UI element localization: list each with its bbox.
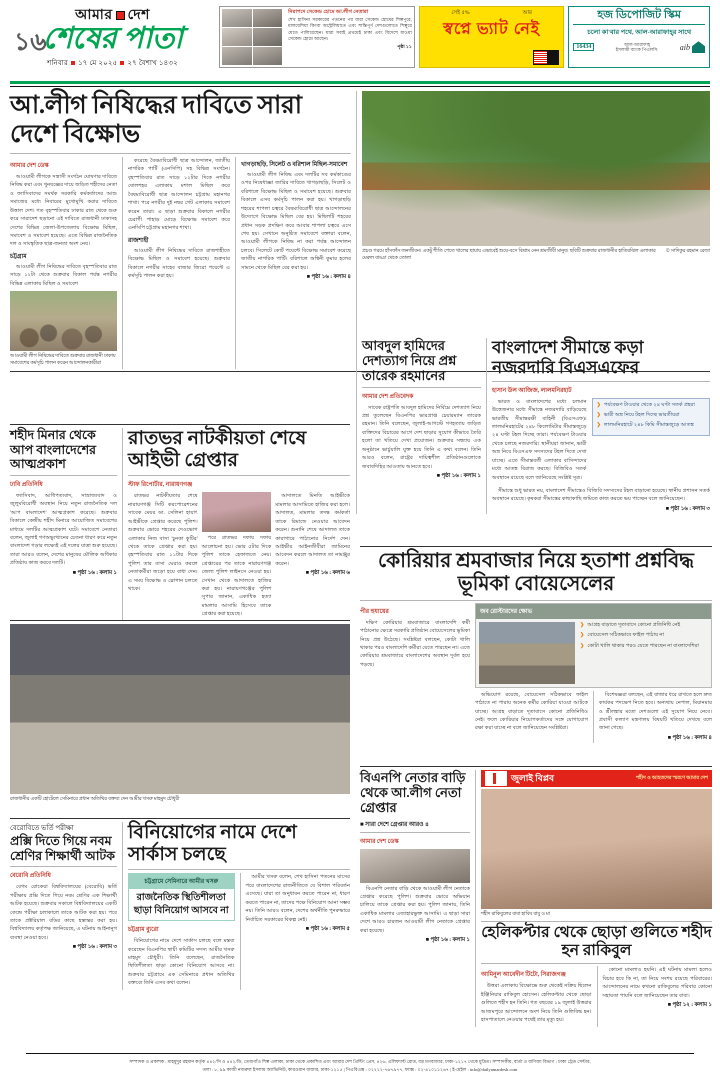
flag-icon: [485, 771, 507, 786]
paragraph: আদালতে মিনতি আইভীকে মামলার আসামিতে হাজির করা হলে। আদালত, মামলার তদন্ত কর্মকর্তা তাকে রিমান্ডে নেওয়ার আবেদন করেন। শুনানি শেষে আদালত তাকে কারাগারে পাঠানোর নির্দেশ দেন। আইভীর আইনজীবীরা জামিনের আবেদন করলে আদালত তা নামঞ্জুর করেন।: [275, 493, 350, 567]
korea-columns: [360, 603, 712, 743]
ad-photo-text: [285, 9, 412, 65]
bnp-byline: আমার দেশ ডেস্ক: [360, 838, 399, 845]
lead-subhead-2: রাজশাহী: [128, 237, 149, 244]
korea-col-1: [360, 603, 475, 743]
bnp-body: [360, 885, 470, 936]
section-title: শেষের পাতা: [42, 22, 183, 56]
bullet-item: [580, 643, 699, 651]
lead-col3-body: [241, 171, 351, 272]
ivy-byline: স্টাফ রিপোর্টার, নারায়ণগঞ্জ: [128, 482, 193, 489]
bullet-text: ভারী অস্ত্র নিয়ে টহল দিচ্ছে ভারতীয়রা: [603, 411, 680, 418]
korea-box-bullets: [575, 622, 699, 684]
divider: [481, 963, 712, 964]
bsf-body-2: [492, 487, 710, 504]
bullet-text: কোটা খালি থাকার পরও যেতে পারছেন না বাংলাদেশিরা: [587, 642, 699, 649]
ivy-jumpline[interactable]: ■ পৃষ্ঠা ১৬ : কলাম ৬: [305, 570, 350, 577]
bsf-jumpline[interactable]: ■ পৃষ্ঠা ১৬ : কলাম ৩: [665, 505, 710, 512]
ad-photo-headline: নিরাপদে সেকেন্ড হোমে আ.লীগ নেতারা: [288, 9, 369, 15]
chevron-icon: ❯: [596, 421, 601, 428]
divider: [481, 921, 712, 922]
page-number: ১৬: [14, 29, 47, 56]
july-byline: আমিনুল আবেদীন টিটো, সিরাজগঞ্জ: [481, 972, 566, 979]
chevron-icon: ❯: [580, 632, 585, 639]
dot-icon: [71, 61, 75, 65]
lead-subhead-1: চট্টগ্রাম: [10, 253, 27, 260]
july-col1-body: [481, 982, 592, 1024]
aib-logo-text: aib: [679, 42, 690, 52]
korea-jumpline[interactable]: ■ পৃষ্ঠা ১৬ : কলাম ৪: [667, 734, 712, 741]
footer-text: [26, 1054, 694, 1074]
lead-byline: আমার দেশ ডেস্ক: [10, 163, 49, 169]
bullet-item: [597, 412, 705, 420]
ivy-col3-body: [275, 492, 350, 568]
divider: [10, 424, 350, 425]
photo-workers: [479, 622, 575, 684]
circus-columns: [128, 873, 350, 989]
circus-col-1: [128, 873, 240, 989]
circus-teal-box: [128, 873, 235, 921]
row3-cols: [10, 428, 350, 621]
bsf-article: [486, 338, 710, 514]
lead-col2-body: [128, 157, 230, 233]
july-banner-script: শহীদ ও আহতদের স্মরণে আমার দেশ: [636, 775, 708, 781]
bnp-subhead: ■ সারা দেশে গ্রেপ্তার আরও ৪: [360, 821, 429, 828]
paragraph: কোনো মামলাও হয়নি। এই ঘটনায় মামলা হলেও বিচার হবে কি না, তা নিয়ে সংশয় রয়েছে পরিবারের। আন্দোলনের নামে কখনো রাকিবুলের পরিবার কোনো সহায়তা পায়নি বলে জানিয়েছেন তার বাবা।: [602, 967, 712, 999]
korea-col-2: [475, 691, 593, 743]
masthead-black-rule: [10, 86, 710, 87]
korea-article: [360, 546, 712, 743]
chevron-icon: ❯: [596, 401, 601, 408]
ivy-col-3: [275, 492, 350, 620]
bullet-item: [580, 632, 699, 640]
berobi-article: [10, 822, 122, 990]
circus-col-2: [240, 873, 351, 989]
divider: [128, 475, 350, 476]
ad-yellow-vat[interactable]: [419, 6, 565, 68]
lead-headline[interactable]: আ.লীগ নিষিদ্ধের দাবিতে সারা দেশে বিক্ষোভ: [10, 92, 302, 148]
masthead: [10, 6, 710, 78]
bullet-text: বোয়েসেল সঠিকভাবে ফাইল পাঠায় না: [587, 632, 665, 639]
ad-green-subtitle: চলো কা'বার পথে, আল-আরাফাহ্‌র সাথে: [587, 29, 692, 37]
hamid-headline[interactable]: আবদুল হামিদের দেশত্যাগ নিয়ে প্রশ্ন তারেক রহমানের: [362, 338, 457, 384]
divider: [492, 381, 710, 382]
korea-box-body: [476, 619, 711, 687]
bullet-item: [597, 422, 705, 430]
bullet-text: পর্যবেক্ষণ টাওয়ার থেকে ২৪ ঘণ্টা সতর্ক প্রহরা: [603, 401, 695, 408]
divider: [573, 24, 705, 25]
korea-col-3: [593, 691, 712, 743]
row3-left: [10, 424, 350, 621]
lead-jumpline[interactable]: ■ পৃষ্ঠা ১৬ : কলাম ৪: [306, 274, 351, 281]
bsf-body: [492, 398, 587, 482]
ad-yellow-smalltext: [425, 10, 559, 18]
footer-line-1: সম্পাদক ও প্রকাশক : মাহমুদুর রহমান কর্তৃক ৪৪২/সি ও ৪৪২/ডি, তেজগাঁও শিল্প এলাকা, ঢাকা থেকে প্রকাশিত এবং আমার দেশ প্রিন্টিং প্রেস, ৪২৬, এলিফ্যান্ট রোড, বড় মগবাজার, ঢাকা-১২১৭ থেকে মুদ্রিত। সম্পাদকীয়, বার্তা ও বাণিজ্য বিভাগ : ঢাকা ট্রেড সেন্টার,: [129, 1058, 591, 1064]
korea-right: [475, 603, 712, 743]
july-banner-title: জুলাই বিপ্লব: [511, 773, 555, 783]
divider: [10, 475, 117, 476]
ad-yellow-left: সেই ৫%: [451, 10, 470, 16]
ivy-columns: [128, 492, 350, 620]
red-square-icon: [116, 11, 125, 20]
paragraph: বিনিয়োগের নামে দেশে সার্কাস চলছে বলে মন্তব্য করেছেন বিএনপির স্থায়ী কমিটির সদস্য আমীর খসরু মাহমুদ চৌধুরী। তিনি বলেছেন, রাজনৈতিক স্থিতিশীলতা ছাড়া কোনো বিনিয়োগ আসবে না। শুক্রবার চট্টগ্রামে এক সেমিনারে প্রধান অতিথির বক্তব্যে তিনি এসব কথা বলেন।: [128, 938, 235, 987]
hamid-jumpline[interactable]: ■ পৃষ্ঠা ১৬ : কলাম ১: [436, 472, 481, 479]
july-jumpline[interactable]: ■ পৃষ্ঠা ১২ : কলাম ১: [667, 1002, 712, 1009]
page-footer: [0, 1049, 720, 1080]
ivy-col1-body: [128, 492, 198, 593]
bank-line-2: ইসলামী ব্যাংক পিএলসি.: [615, 47, 659, 53]
date-beng: ২৭ বৈশাখ ১৪৩২: [127, 58, 178, 67]
berobi-kicker: বেরোবিতে ভর্তি পরীক্ষা: [10, 824, 74, 832]
ad-yellow-right: আর: [522, 10, 532, 16]
circus-col2-body: [246, 873, 351, 924]
paragraph: বিশেষজ্ঞরা বলছেন, এই বাজার ধরে রাখতে হলে দ্রুত কার্যকর পদক্ষেপ নিতে হবে। অন্যথায় নেপাল, মিয়ানমার ও শ্রীলঙ্কার মতো দেশগুলো এই সুযোগ নিয়ে নেবে। প্রবাসী কল্যাণ মন্ত্রণালয় বিষয়টি খতিয়ে দেখছে বলে জানা গেছে।: [599, 691, 712, 732]
korea-headline[interactable]: কোরিয়ার শ্রমবাজার নিয়ে হতাশা প্রশ্নবিদ্ধ ভূমিকা বোয়েসেলের: [378, 550, 694, 596]
divider: [10, 866, 117, 867]
chevron-icon: ❯: [596, 411, 601, 418]
chevron-icon: ❯: [580, 621, 585, 628]
paragraph: বিএনপি নেতার বাড়ি থেকে আওয়ামী লীগ নেতাকে গ্রেপ্তার করেছে পুলিশ। শুক্রবার ভোরে অভিযান চালিয়ে তাকে গ্রেপ্তার করা হয়। পুলিশ জানায়, তিনি একাধিক মামলার এজাহারভুক্ত আসামি। এ ছাড়া সারা দেশে আরও চারজন আওয়ামী লীগ নেতাকে গ্রেপ্তার করা হয়েছে।: [360, 885, 470, 934]
paragraph: আওয়ামী লীগ নিষিদ্ধ এবং দলটির সব কর্মকাণ্ডের ওপর নিষেধাজ্ঞা জারির দাবিতে খাগড়াছড়ি, সিলেট ও বরিশালে বিক্ষোভ মিছিল ও সমাবেশ হয়েছে। শুক্রবার বিকালে এসব কর্মসূচি পালন করা হয়। খাগড়াছড়ি শহরের শাপলা চত্বরে বৈষম্যবিরোধী ছাত্র আন্দোলনের উদ্যোগে বিক্ষোভ মিছিল বের হয়। মিছিলটি শহরের প্রধান সড়ক প্রদক্ষিণ করে আবার শাপলা চত্বরে এসে শেষ হয়। সেখানে অনুষ্ঠিত সমাবেশে বক্তারা বলেন, আওয়ামী লীগকে নিষিদ্ধ না করা পর্যন্ত আন্দোলন চলবে। সিলেটে কোর্ট পয়েন্টে বিক্ষোভ সমাবেশ করেছে জাতীয় নাগরিক পার্টি। বরিশালে অশ্বিনী কুমার হলের সামনে থেকে মিছিল বের করা হয়।: [241, 172, 351, 271]
divider: [360, 766, 712, 767]
paragraph: ফ্যাসিবাদ, আধিপত্যবাদ, সাম্রাজ্যবাদ ও জুলুমবিরোধী অবস্থান নিয়ে নতুন রাজনৈতিক দল 'আপ বাংলাদেশ' আত্মপ্রকাশ করেছে। শুক্রবার বিকালে কেন্দ্রীয় শহীদ মিনারে আয়োজিত সমাবেশের মাধ্যমে দলটির আত্মপ্রকাশ ঘটে। সমাবেশে নেতারা বলেন, জুলাই গণঅভ্যুত্থানের চেতনা ধারণ করে নতুন বাংলাদেশ গড়ার লক্ষ্যেই এই দলের যাত্রা শুরু হয়েছে। তারা আরও বলেন, দেশের মানুষের মৌলিক অধিকার প্রতিষ্ঠায় কাজ করবে দলটি।: [10, 492, 117, 567]
ad-photo-body: শেখ হাসিনা সরকারের পতনের পর যারা সেকেন্ড হোমের শিল্পপুরে, মালয়েশিয়া কিংবা অস্ট্রেলিয়াতে এবং শান্তিপূর্ণ দেশগুলোতে শিল্পুরে যেতে পালিয়েছেন। যারা সবাই প্রথমেই ঢাকা এবং বিদেশে যাওয়া সেকেন্ড হোমে আছেন।: [288, 16, 412, 42]
bullet-item: [580, 622, 699, 630]
date-greg: ১৭ মে ২০২৫: [78, 58, 118, 67]
divider: [10, 818, 350, 819]
bsf-columns: [492, 398, 710, 484]
paragraph: উত্তরা এলাকায় বিক্ষোভে শুরু থেকেই সক্রিয় ছিলেন ইঞ্জিনিয়ার রাকিবুল হোসেন। হেলিকপ্টার থেকে ছোড়া গুলিতে শহীদ হন তিনি। গত বছরের ১৯ জুলাই উত্তরার আজমপুরে আন্দোলনে অংশ নিয়ে তিনি গুলিবিদ্ধ হন। হাসপাতালে নেওয়ার পথেই তার মৃত্যু হয়।: [481, 983, 592, 1024]
july-photo-caption: শহীদ রাকিবুলের বাবা হাবিব বাবু ও মা: [481, 912, 551, 917]
divider: [360, 546, 712, 547]
circus-headline[interactable]: বিনিয়োগের নামে দেশে সার্কাস চলছে: [128, 822, 297, 866]
paragraph: সীমান্তে শুধু ভারত নয়, বাংলাদেশ সীমান্তেও বিজিবি সদস্যদের টহল বাড়ানো হয়েছে। স্থানীয় প্রশাসন সতর্ক অবস্থানে রয়েছে। কৃষকরা সীমান্তের কাছাকাছি জমিতে কাজ করতে ভয় পাচ্ছেন বলে জানিয়েছেন।: [492, 487, 710, 503]
divider: [10, 620, 350, 621]
july-col-2: [597, 966, 713, 1026]
circus-jumpline[interactable]: ■ পৃষ্ঠা ১৬ : কলাম ৫: [305, 925, 350, 932]
bsf-bullets-box: [592, 398, 710, 436]
ivy-col-2: [202, 492, 276, 620]
paragraph: পরে রাতভর দফায় দফায় আলোচনা হয়। ভোর ৫টার দিকে পুলিশ তাকে হেফাজতে নেয়। গ্রেপ্তারের পর তাকে নারায়ণগঞ্জ জেলা পুলিশ লাইনসে নেওয়া হয়। সেখান থেকে আদালতে হাজির করা হয়। নারায়ণগঞ্জের পুলিশ সুপার জানান, একাধিক হত্যা মামলার আসামি হিসেবে তাকে গ্রেপ্তার করা হয়েছে।: [201, 535, 272, 618]
circus-teal-title: রাজনৈতিক স্থিতিশীলতা ছাড়া বিনিয়োগ আসবে না: [133, 893, 229, 916]
bullet-text: লালমনিরহাটে ২৪৮ কিমি সীমান্তজুড়ে আতঙ্ক: [603, 421, 694, 428]
lead-section: [10, 91, 710, 369]
lead-subhead-3: খাগড়াছড়ি, সিলেট ও বরিশাল মিছিল-সমাবেশ: [241, 162, 348, 168]
dot-icon-2: [120, 61, 124, 65]
photo2-caption: আওয়ামী লীগ নিষিদ্ধের দাবিতে শুক্রবার রাজধানী ঢাকায় সমাবেশের কর্মসূচি পালন করেন আন্দোলনকারীরা: [10, 354, 116, 367]
ad-yellow-headline: স্বপ্নে ভ্যাট নেই: [443, 21, 541, 38]
photo-july-family: [481, 789, 712, 909]
qr-code-icon: [533, 50, 559, 65]
july-col-1: [481, 966, 597, 1026]
bsf-col-2: [592, 398, 710, 484]
hamid-byline: আমার দেশ প্রতিবেদক: [362, 393, 414, 400]
bottom-right-cols: [360, 770, 712, 1027]
ivy-col-1: [128, 492, 202, 620]
shahid-article: [10, 428, 122, 621]
berobi-byline: বেরোবি প্রতিনিধি: [10, 873, 51, 880]
lead-col2-body-2: [128, 247, 230, 281]
paragraph: ভারত ও বাংলাদেশের মধ্যে চলমান উত্তেজনার মধ্যে সীমান্তে নজরদারি বাড়িয়েছে ভারতীয় সীমান্তরক্ষী বাহিনী (বিএসএফ)। লালমনিরহাটের ২৪৮ কিলোমিটার সীমান্তজুড়ে ২৪ ঘণ্টা টহল দিচ্ছে তারা। পর্যবেক্ষণ টাওয়ার থেকে চলছে নজরদারি। স্থানীয়রা জানান, ভারী অস্ত্র নিয়ে বিএসএফ সদস্যদের টহল দিতে দেখা যাচ্ছে। এতে সীমান্তবর্তী এলাকার বাসিন্দাদের মধ্যে আতঙ্ক বিরাজ করছে। বিজিবিও সতর্ক অবস্থানে রয়েছে বলে জানিয়েছে সংশ্লিষ্ট সূত্র।: [492, 398, 587, 481]
korea-col3-body: [599, 691, 712, 733]
shahid-byline: ঢাবি প্রতিনিধি: [10, 481, 43, 488]
paragraph: সাবেক রাষ্ট্রপতি আবদুল হামিদের নির্বিঘ্নে দেশত্যাগ নিয়ে প্রশ্ন তুলেছেন বিএনপির ভারপ্রাপ্ত চেয়ারম্যান তারেক রহমান। তিনি বলেছেন, জুলাই-আগস্টে গণহত্যায় জড়িত ব্যক্তিদের বিচারের আগে দেশ ছাড়ার সুযোগ কীভাবে তৈরি হলো তা খতিয়ে দেখা প্রয়োজন। শুক্রবার সন্ধ্যায় এক অনুষ্ঠানে ভার্চুয়ালি যুক্ত হয়ে তিনি এ কথা বলেন। তিনি আরও বলেন, রাষ্ট্রের দায়িত্বশীল প্রতিষ্ঠানগুলোকে জবাবদিহির আওতায় আনতে হবে।: [362, 404, 481, 470]
brand-amar: আমার: [75, 8, 113, 23]
photo-bnp-leader: [360, 849, 470, 883]
hall-photo-caption: রাজধানীর একটি হোটেলে সেমিনারে প্রধান অতিথির বক্তব্য দেন আমীর খসরু মাহমুদ চৌধুরী: [10, 797, 180, 802]
ad-photo-page-ref: পৃষ্ঠা ১১: [397, 44, 412, 50]
paragraph: আমীর খসরু বলেন, শেখ হাসিনা পতনের মাসের পরে বাংলাদেশের রাজনীতিতে যে বিশাল পরিবর্তন এসেছে। যারা তা অনুধাবন করতে পারেন না, ধারণ করতে পারেন না, তাদের পক্ষে বিনিয়োগ আনা সম্ভব নয়। তিনি আরও বলেন, দেশের অর্থনীতি পুনরুদ্ধারে নির্বাচিত সরকারের বিকল্প নেই।: [245, 874, 350, 923]
photo1-credit: © সাদিকুর রহমান রেজা: [665, 249, 710, 254]
photo1-caption-text: প্রচণ্ড গরমে হাঁসফাঁস জনজীবন। একটু শীতি পেতে খালের ছায়ায় এভাবেই শুয়ে-বসে বিশ্রাম নেন শ্রমজীবী মানুষ। ছবিটি শুক্রবার রাজধানীর হাতিরঝিল এলাকার মেরুল বাড্ডা থেকে তোলা: [362, 249, 656, 262]
korea-col1-body: [360, 619, 470, 670]
shahid-jumpline[interactable]: ■ পৃষ্ঠা ১৬ : কলাম ১: [72, 569, 117, 576]
bullet-text: আগ্রহ বাড়াতে দূতাবাসে কোনো প্রতিনিধি নেই: [587, 621, 681, 628]
bottom-left: [10, 818, 350, 990]
korea-lower-cols: [475, 691, 712, 743]
ivy-col2-body: [202, 534, 272, 618]
ad-photo-grid: [222, 9, 282, 65]
hamid-body: [362, 404, 481, 471]
korea-box-title: জব রোস্টারদের ক্ষোভ: [476, 604, 711, 619]
bsf-byline: হাসান উল আজিজ, লালমনিরহাট: [492, 387, 572, 394]
bnp-jumpline[interactable]: ■ পৃষ্ঠা ১৬ : কলাম ১: [425, 937, 470, 944]
lead-left: [10, 91, 356, 369]
circus-col1-body: [128, 937, 235, 988]
footer-line-2: তলা : ৮, ৯৯ কাজী নজরুল ইসলাম অ্যাভিনিউ, কারওয়ান বাজার, ঢাকা-১২১৫ | পিএবিএক্স : ০২২২২-৭৬৭৯৭৭, ফ্যাক্স : ০২-৪১০১১২৬৭ | ই-মেইল : info@dailyamardesh.com: [202, 1066, 518, 1072]
paragraph: অভিযোগ রয়েছে, বোয়েসেল সঠিকভাবে ফাইল পাঠাতে না পারায় অনেক কর্মীর কোরিয়া যাওয়া আটকে যাচ্ছে। আগ্রহ বাড়াতে দূতাবাসে কোনো প্রতিনিধিও নেই। ফলে কোরিয়ার নিয়োগকর্তাদের সঙ্গে যোগাযোগ রক্ষা করা যাচ্ছে না বলে জানিয়েছেন সংশ্লিষ্টরা।: [475, 691, 588, 732]
divider: [10, 153, 351, 154]
ad-hajj-deposit[interactable]: [568, 6, 710, 68]
divider: [362, 387, 481, 388]
ivy-headline[interactable]: রাতভর নাটকীয়তা শেষে আইভী গ্রেপ্তার: [128, 428, 307, 472]
berobi-headline[interactable]: প্রক্সি দিতে গিয়ে নবম শ্রেণির শিক্ষার্থী আটক: [10, 834, 115, 863]
brand-desh: দেশ: [127, 8, 150, 23]
berobi-body: [10, 883, 117, 942]
korea-col2-body: [475, 691, 588, 733]
paragraph: রাতভর নাটকীয়তার শেষে নারায়ণগঞ্জ সিটি করপোরেশনের সাবেক মেয়র ডা. সেলিনা হায়াৎ আইভীকে গ্রেপ্তার করেছে পুলিশ। শুক্রবার ভোরে শহরের দেওভোগ এলাকার নিজ বাসা 'চুনকা কুটির' থেকে তাকে গ্রেপ্তার করা হয়। বৃহস্পতিবার রাত ১১টার দিকে পুলিশ তার বাসা ঘেরাও করলে নেতাকর্মীরা জড়ো হয়ে বাধা দেন। এ সময় বিক্ষোভ ও স্লোগান চলতে থাকে।: [128, 493, 198, 593]
july-article: [475, 770, 712, 1027]
ivy-article: [122, 428, 350, 621]
hamid-article: [356, 338, 486, 514]
korea-byline: পীর হুযায়ের: [360, 608, 389, 615]
korea-box: [475, 603, 712, 688]
date-day: শনিবার: [47, 58, 69, 67]
lead-col1-body-2: [10, 263, 117, 288]
photo-hatirjheel: [362, 91, 710, 246]
bsf-col-1: [492, 398, 592, 484]
ad-green-footer: [573, 41, 705, 53]
july-col2-body: [603, 966, 713, 1000]
paragraph: করেছে বৈষম্যবিরোধী ছাত্র আন্দোলন, জাতীয় নাগরিক পার্টি (এনসিপি) সহ বিভিন্ন সংগঠন। বৃহস্পতিবার রাত সাড়ে ১২টার দিকে নগরীর ষোলশহর এলাকায় মশাল মিছিল করে বৈষম্যবিরোধী ছাত্র আন্দোলন চট্টগ্রাম মহানগর শাখা। পরে নগরীর দুই নম্বর গেট এলাকায় সমাবেশ করেন তারা। এ ছাড়া শুক্রবার বিকালে নগরীর চেরাগী পাহাড় মোড়ে বিক্ষোভ সমাবেশ করে এনসিপি চট্টগ্রাম মহানগর শাখা।: [128, 158, 230, 232]
lead-right: [356, 91, 710, 369]
divider: [360, 600, 712, 601]
july-banner: [481, 770, 712, 787]
bottom-right: [360, 766, 712, 1027]
circus-teal-head: চট্টগ্রামে সেমিনারে আমীর খসরু: [129, 874, 234, 889]
hotline-number[interactable]: 16434: [573, 43, 594, 51]
bsf-headline[interactable]: বাংলাদেশ সীমান্তে কড়া নজরদারি বিএসএফের: [492, 338, 644, 377]
bullet-item: [597, 402, 705, 410]
divider: [360, 832, 470, 833]
paragraph: দক্ষিণ কোরিয়ার শ্রমবাজারে বাংলাদেশি কর্মী পাঠানোর ক্ষেত্রে সরকারি প্রতিষ্ঠান বোয়েসেলের ভূমিকা নিয়ে প্রশ্ন উঠেছে। সংশ্লিষ্টরা বলছেন, কোটা খালি থাকার পরও বাংলাদেশি কর্মীরা যেতে পারছেন না। এতে কোরিয়ার শ্রমবাজারে বাংলাদেশের অবস্থান দুর্বল হয়ে পড়ছে।: [360, 619, 470, 668]
lead-col1-body: [10, 173, 117, 249]
bnp-article: [360, 770, 475, 1027]
july-columns: [481, 966, 712, 1026]
paragraph: বেগম রোকেয়া বিশ্ববিদ্যালয়ের (বেরোবি) ভর্তি পরীক্ষায় প্রক্সি দিতে গিয়ে নবম শ্রেণির এক শিক্ষার্থী আটক হয়েছে। শুক্রবার সকালে বিশ্ববিদ্যালয়ের একটি কেন্দ্রে পরীক্ষা চলাকালে তাকে আটক করা হয়। পরে তাকে প্রক্টরিয়াল বডির কাছে হস্তান্তর করা হয়। বিশ্ববিদ্যালয় কর্তৃপক্ষ জানিয়েছে, এ ঘটনায় আইনানুগ ব্যবস্থা নেওয়া হবে।: [10, 884, 117, 941]
berobi-jumpline[interactable]: ■ পৃষ্ঠা ১৬ : কলাম ৩: [72, 944, 117, 951]
bank-line-1: আল-আরাফাহ্: [624, 41, 651, 47]
bnp-headline[interactable]: বিএনপি নেতার বাড়ি থেকে আ.লীগ নেতা গ্রেপ্তার: [360, 770, 466, 816]
circus-article: [122, 822, 350, 990]
photo1-caption: [362, 246, 710, 264]
shahid-headline[interactable]: শহীদ মিনার থেকে আপ বাংলাদেশের আত্মপ্রকাশ: [10, 428, 96, 472]
house-icon: [692, 41, 705, 53]
chevron-icon: ❯: [580, 642, 585, 649]
masthead-green-rule: [10, 81, 710, 84]
aib-logo: [680, 41, 705, 53]
july-headline[interactable]: হেলিকপ্টার থেকে ছোড়া গুলিতে শহীদ হন রাকিবুল: [481, 924, 712, 960]
hall-photo-block: [10, 620, 350, 805]
divider: [128, 869, 350, 870]
circus-byline: চট্টগ্রাম ব্যুরো: [128, 927, 159, 934]
bank-name: [616, 42, 659, 53]
paragraph: আওয়ামী লীগ নিষিদ্ধের দাবিতে বৃহস্পতিবার রাত সাড়ে ১২টা থেকে শুক্রবার বিকাল পর্যন্ত নগরীর বিভিন্ন এলাকায় মিছিল ও সমাবেশ: [10, 263, 117, 287]
masthead-brand: [10, 6, 215, 69]
bottom-left-cols: [10, 822, 350, 990]
paragraph: আওয়ামী লীগকে সন্ত্রাসী সংগঠন ঘোষণার দাবিতে নিষিদ্ধ করা এবং খুনযজ্ঞের দায়ে জড়িত শহীদের নেতা ও ফ্যাসিবাদের সমর্থক সরকারি কর্মকর্তাদের আশু সমাজের মধ্যে নিবারের মুখোমুখি করার দাবিতে উত্তাল দেশ। গত বৃহস্পতিবার ঢাকার রাত থেকে শুরু করে সারাদেশ ছড়ানো এই দাবিতে রাজধানী ঢাকাসহ দেশের বিভিন্ন জেলা-উপজেলায় বিক্ষোভ মিছিল, সমাবেশ ও সমাবেশ হয়েছে। এতে বিভিন্ন রাজনৈতিক দল ও সাংস্কৃতিক ছাত্র-জনতা অংশ নেয়।: [10, 174, 117, 248]
ad-green-title: হজ ডিপোজিট স্কিম: [597, 9, 681, 21]
shahid-body: [10, 492, 117, 568]
photo-ivy: [202, 492, 272, 532]
paragraph: আওয়ামী লীগ নিষিদ্ধের দাবিতে রাজশাহীতে বিক্ষোভ মিছিল ও সমাবেশ হয়েছে। শুক্রবার বিকালে নগরীর সাহেব বাজার জিরো পয়েন্টে এ কর্মসূচি পালন করা হয়।: [128, 247, 230, 280]
ad-photo-strip[interactable]: [219, 6, 415, 68]
photo-seminar-hall: [10, 624, 350, 794]
